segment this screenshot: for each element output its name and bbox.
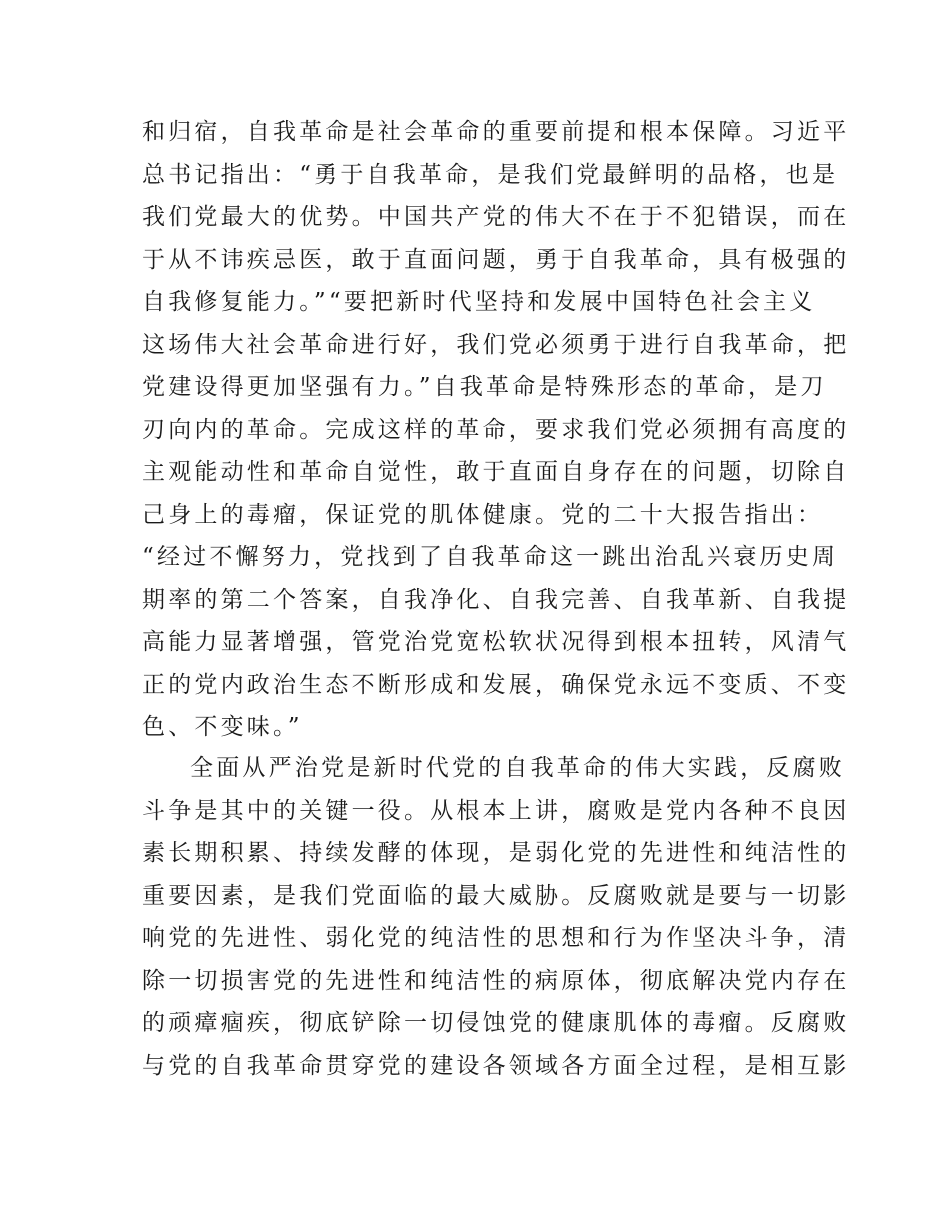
paragraph-line: 刃向内的革命。完成这样的革命，要求我们党必须拥有高度的 <box>142 416 850 443</box>
paragraph-line: 响党的先进性、弱化党的纯洁性的思想和行为作坚决斗争，清 <box>142 925 850 951</box>
paragraph-line: 与党的自我革命贯穿党的建设各领域各方面全过程，是相互影 <box>142 1052 850 1079</box>
paragraph-line: 正的党内政治生态不断形成和发展，确保党永远不变质、不变 <box>142 671 850 698</box>
paragraph-line: 和归宿，自我革命是社会革命的重要前提和根本保障。习近平 <box>142 119 850 145</box>
paragraph-line: 素长期积累、持续发酵的体现，是弱化党的先进性和纯洁性的 <box>142 840 850 866</box>
paragraph-line: 这场伟大社会革命进行好，我们党必须勇于进行自我革命，把 <box>142 331 850 358</box>
paragraph-line: 的顽瘴痼疾，彻底铲除一切侵蚀党的健康肌体的毒瘤。反腐败 <box>142 1010 850 1036</box>
paragraph-2 <box>142 747 850 1087</box>
paragraph-line: 期率的第二个答案，自我净化、自我完善、自我革新、自我提 <box>142 586 850 613</box>
paragraph-line: 总书记指出：“勇于自我革命，是我们党最鲜明的品格，也是 <box>142 161 839 188</box>
paragraph-line: 斗争是其中的关键一役。从根本上讲，腐败是党内各种不良因 <box>142 797 850 824</box>
paragraph-line: 于从不讳疾忌医，敢于直面问题，勇于自我革命，具有极强的 <box>142 246 850 273</box>
paragraph-line: 党建设得更加坚强有力。”自我革命是特殊形态的革命，是刀 <box>142 374 827 400</box>
paragraph-line: 重要因素，是我们党面临的最大威胁。反腐败就是要与一切影 <box>142 882 850 909</box>
paragraph-line: 高能力显著增强，管党治党宽松软状况得到根本扭转，风清气 <box>142 629 850 655</box>
paragraph-line: “经过不懈努力，党找到了自我革命这一跳出治乱兴衰历史周 <box>142 544 839 570</box>
paragraph-1 <box>142 111 850 749</box>
paragraph-line: 己身上的毒瘤，保证党的肌体健康。党的二十大报告指出： <box>142 501 824 528</box>
paragraph-line: 自我修复能力。”“要把新时代坚持和发展中国特色社会主义 <box>142 289 816 315</box>
paragraph-line: 色、不变味。” <box>142 714 303 740</box>
paragraph-line: 除一切损害党的先进性和纯洁性的病原体，彻底解决党内存在 <box>142 967 850 994</box>
paragraph-line: 全面从严治党是新时代党的自我革命的伟大实践，反腐败 <box>190 755 845 781</box>
paragraph-line: 主观能动性和革命自觉性，敢于直面自身存在的问题，切除自 <box>142 459 850 485</box>
paragraph-line: 我们党最大的优势。中国共产党的伟大不在于不犯错误，而在 <box>142 204 850 230</box>
